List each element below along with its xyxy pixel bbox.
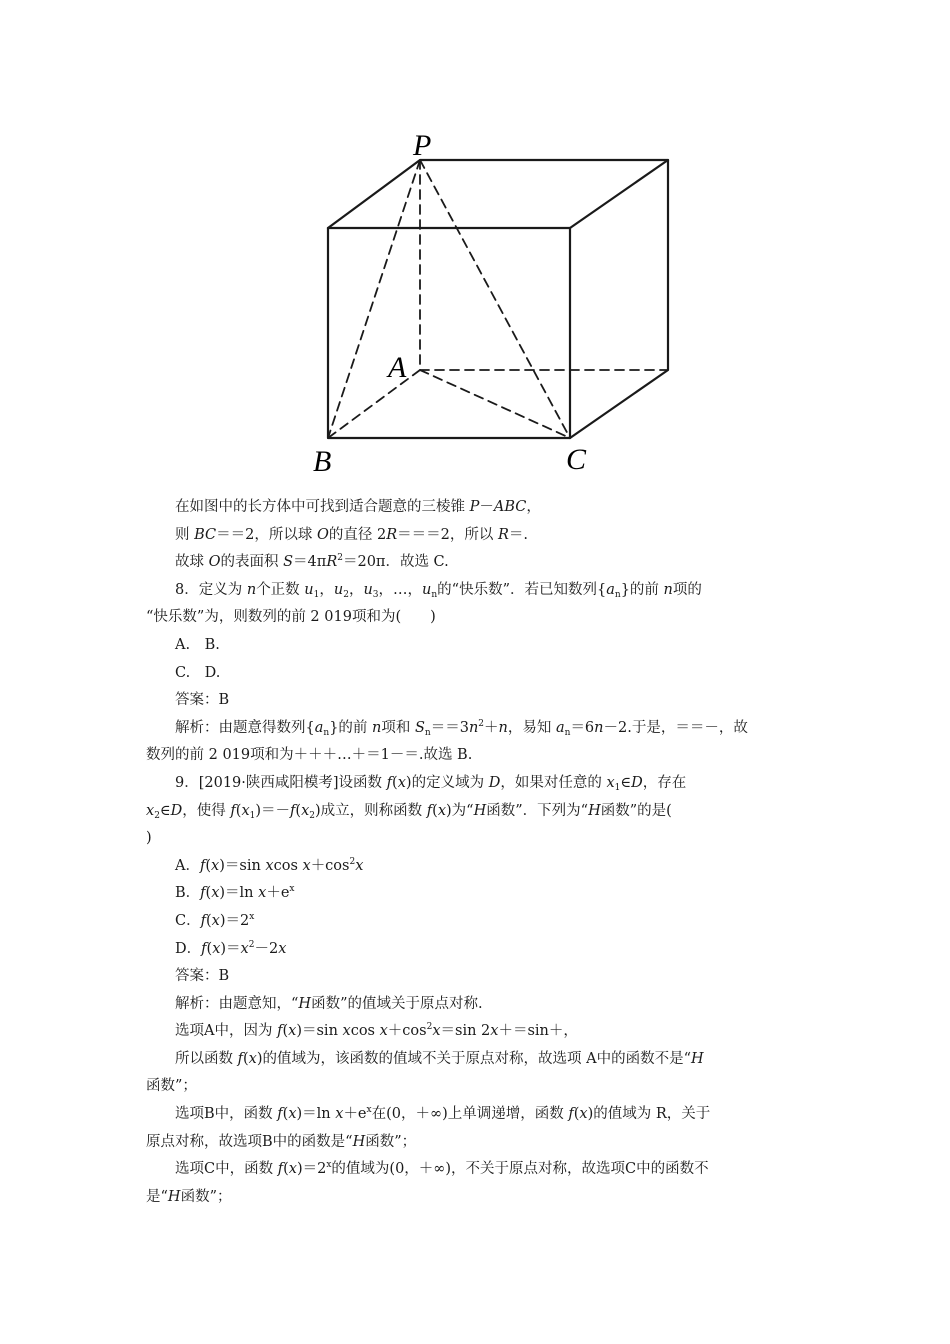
label-p: P — [413, 129, 432, 162]
question-9-line-1: 9．[2019·陕西咸阳模考]设函数 f(x)的定义域为 D，如果对任意的 $x_1\in D$，存在 — [175, 774, 687, 793]
hidden-edge-pb — [328, 160, 420, 438]
question-8-line-1: 8．定义为 n个正数 $u_1$，$u_2$，$u_3$，…，$u_n$的“快乐数”．若已知数列$\{a_n\}$的前 n项的 — [175, 581, 702, 600]
question-8-line-2: “快乐数”为，则数列的前 2 019项和为( ) — [146, 609, 436, 626]
option-9-c: C．$f(x)=2^x$ — [175, 911, 255, 929]
question-8-options-ab: A. B. — [175, 636, 220, 653]
explanation-9-line-7: 选项C中，函数 $f(x)=2^x$的值域为(0，＋∞)，不关于原点对称，故选项C中的函数不 — [175, 1160, 709, 1178]
question-9-line-3: ) — [146, 830, 152, 847]
explanation-9-line-3: 所以函数 f(x)的值域为，该函数的值域不关于原点对称，故选项 A中的函数不是“H — [175, 1050, 704, 1067]
explanation-9-line-2: 选项A中，因为 f(x)＝sin xcos $x+\cos^2x=\sin$ 2x＋＝sin＋， — [175, 1022, 578, 1040]
explanation-9-line-1: 解析：由题意知，“H函数”的值域关于原点对称. — [175, 995, 483, 1012]
line-3: 故球 O的表面积 $S=4\pi R^2=20\pi$．故选 C. — [175, 553, 449, 571]
option-9-d: D．$f(x)=x^2-2x$ — [175, 939, 287, 957]
hidden-edge-pc — [420, 160, 570, 438]
label-b: B — [313, 445, 332, 478]
option-9-b: B．f(x)＝ln $x+e^x$ — [175, 884, 295, 902]
answer-9: 答案：B — [175, 968, 230, 985]
question-9-line-2: $x_2\in D$，使得 $f(x_1)=-f(x_2)$成立，则称函数 f(x)为“H函数”．下列为“H函数”的是( — [146, 802, 672, 821]
top-right-edge — [570, 160, 668, 228]
explanation-9-line-4: 函数”； — [146, 1078, 197, 1095]
answer-8: 答案：B — [175, 692, 230, 709]
solution-text — [146, 494, 806, 1211]
explanation-8-line-1: 解析：由题意得数列$\{a_n\}$的前 n项和 $S_n==3n^2+n$，易知 $a_n=6n-2$.于是，＝＝－，故 — [175, 718, 748, 738]
back-edges — [328, 160, 668, 438]
line-1: 在如图中的长方体中可找到适合题意的三棱锥 P－ABC， — [175, 499, 541, 515]
prism-diagram — [300, 125, 690, 480]
rectangular-prism-figure — [300, 125, 690, 480]
explanation-8-line-2: 数列的前 2 019项和为＋＋＋…＋＝1－＝.故选 B. — [146, 747, 473, 764]
front-face — [328, 228, 570, 438]
question-8-options-cd: C. D. — [175, 664, 221, 681]
option-9-a: A．f(x)＝sin xcos $x+\cos^2x$ — [175, 856, 364, 874]
explanation-9-line-6: 原点对称，故选项B中的函数是“H函数”； — [146, 1133, 417, 1150]
label-c: C — [566, 443, 587, 476]
hidden-edge-ac — [420, 370, 570, 438]
explanation-9-line-8: 是“H函数”； — [146, 1188, 232, 1205]
line-2: 则 BC＝＝2，所以球 O的直径 2R＝＝＝2，所以 R＝. — [175, 526, 529, 543]
explanation-9-line-5: 选项B中，函数 f(x)＝ln $x+e^x$在(0，＋∞)上单调递增，函数 f(x)的值域为 R，关于 — [175, 1105, 711, 1123]
label-a: A — [388, 351, 407, 384]
